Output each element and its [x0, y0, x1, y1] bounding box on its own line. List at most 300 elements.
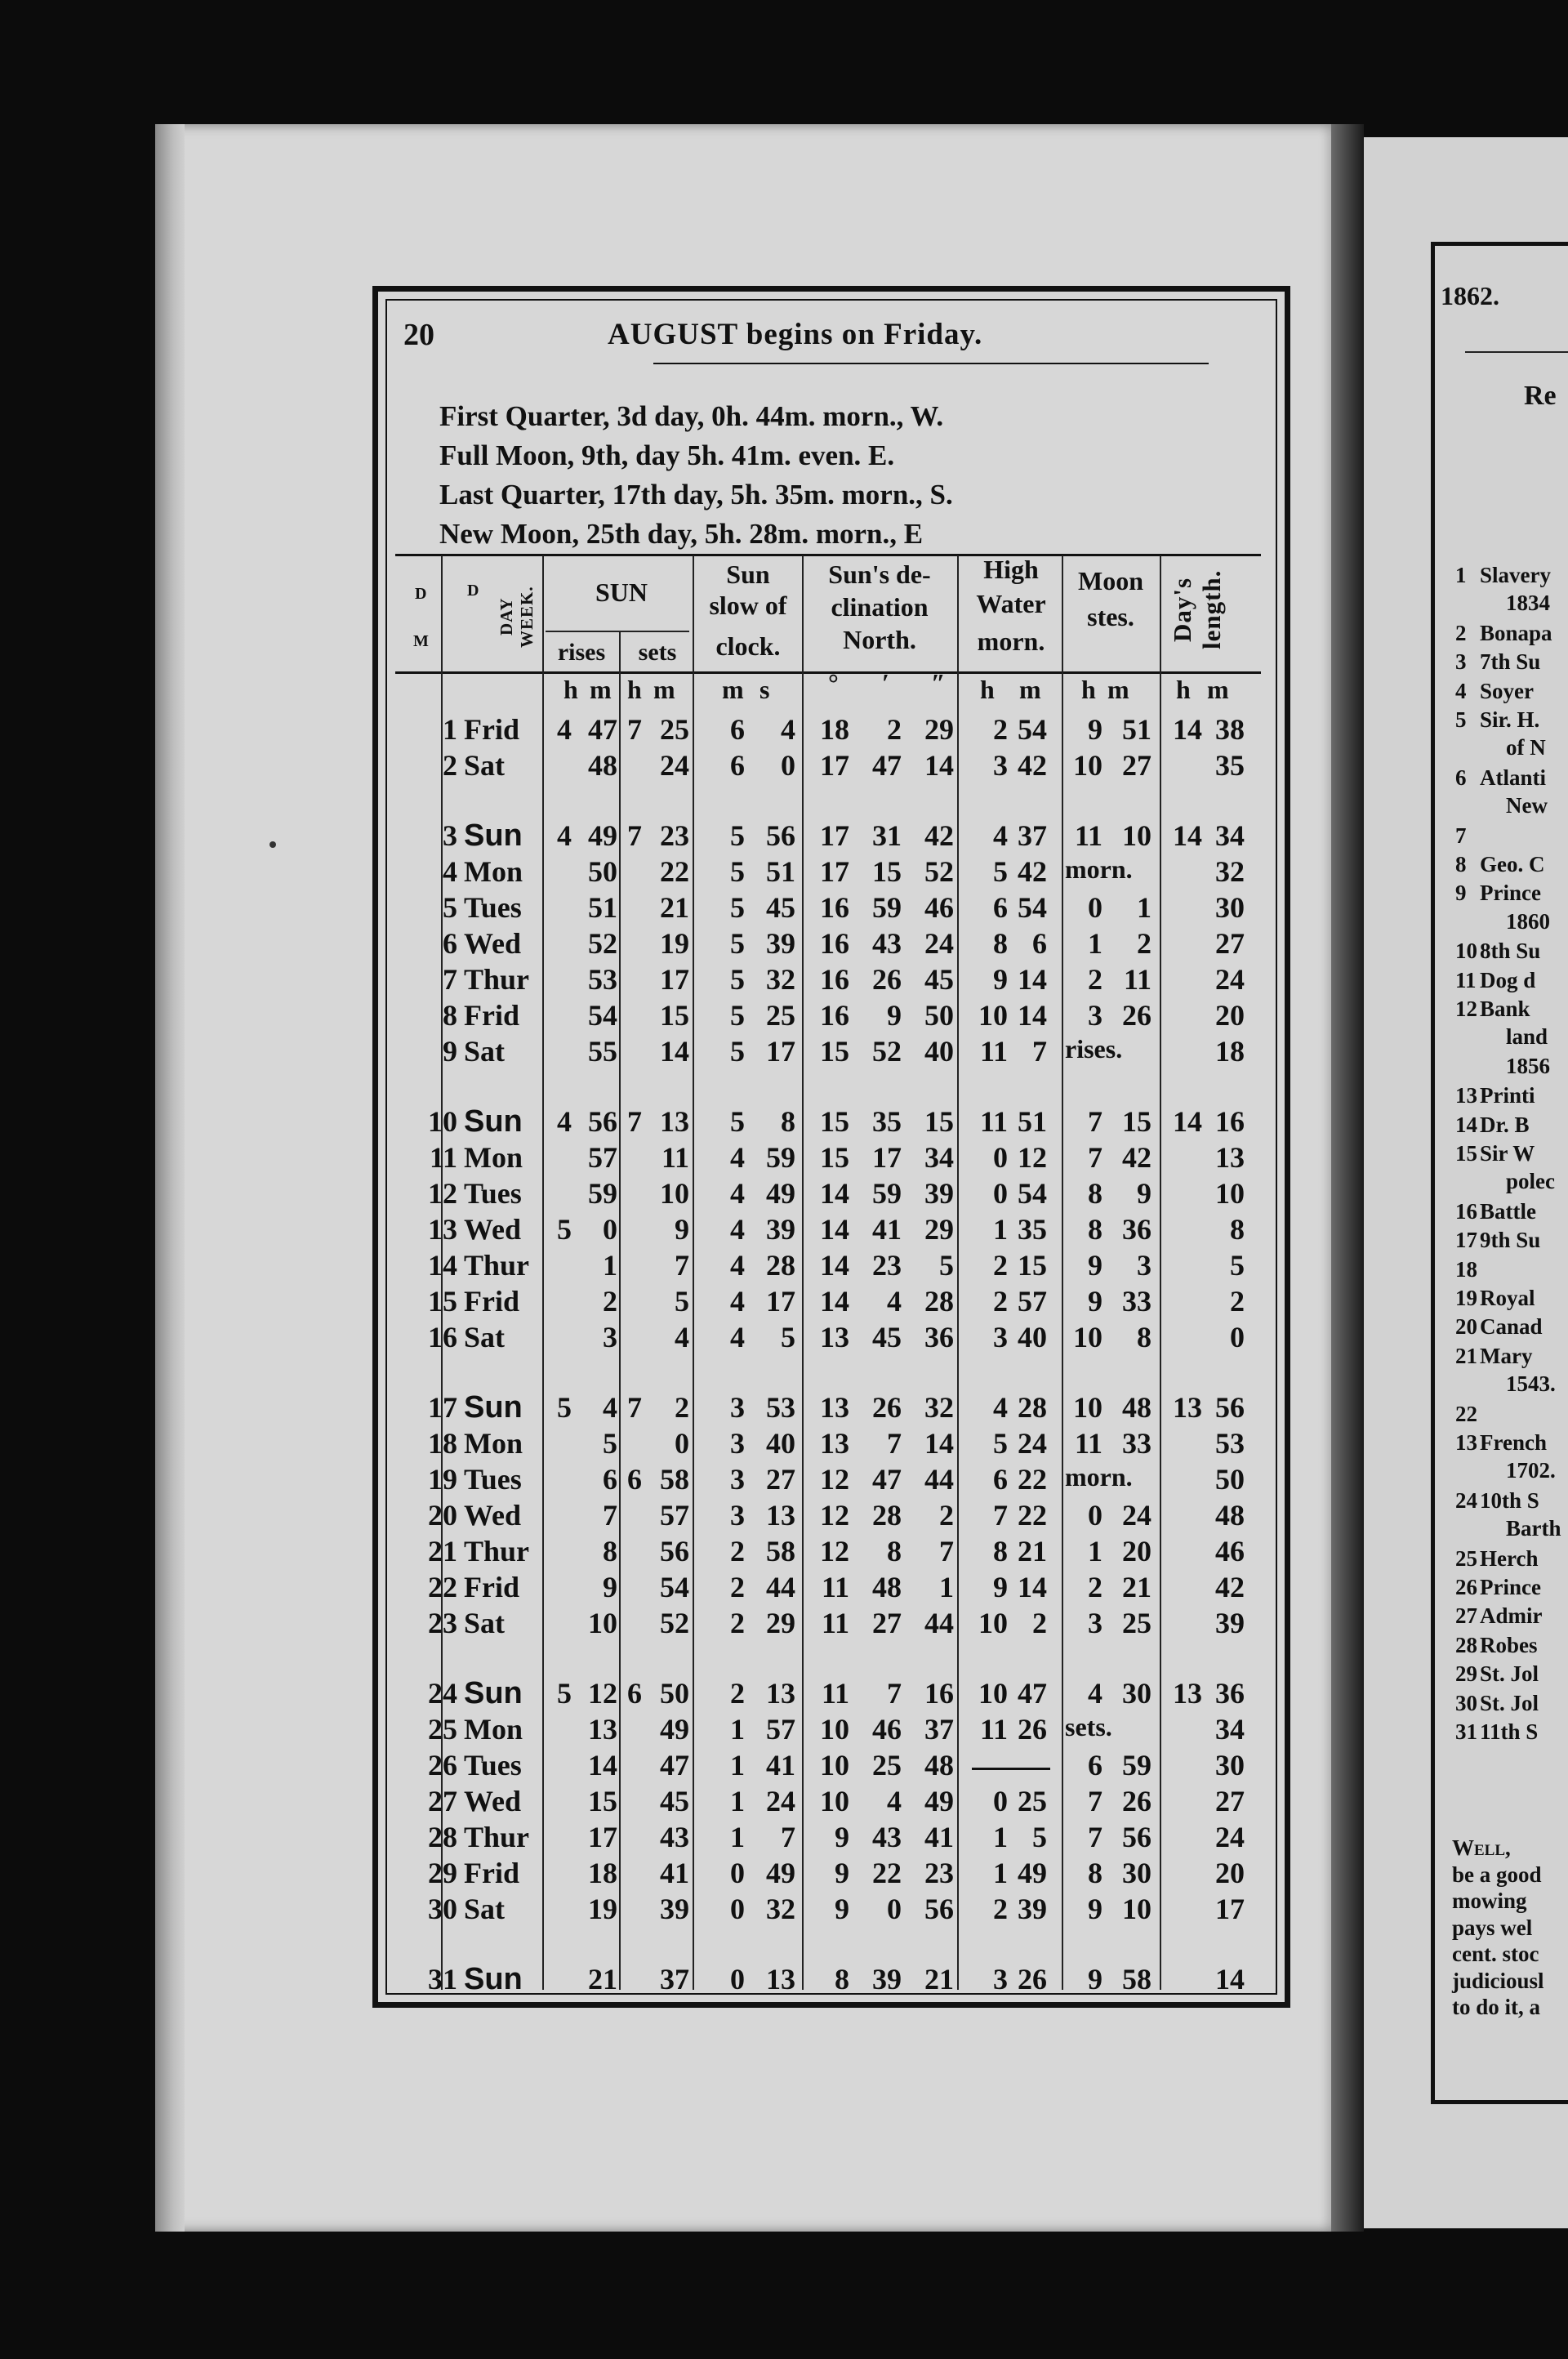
- cell-hw-min: 7: [1032, 1035, 1047, 1068]
- cell-moon-min: 48: [1122, 1391, 1152, 1424]
- cell-rise-min: 15: [588, 1785, 617, 1817]
- cell-rise-min: 1: [603, 1249, 617, 1282]
- cell-hw-hour: 3: [993, 749, 1008, 782]
- cell-moon-hour: 2: [1088, 1571, 1102, 1603]
- cell-moon-hour: 8: [1088, 1857, 1102, 1889]
- event-day: 5: [1455, 707, 1467, 732]
- cell-len-min: 24: [1215, 963, 1245, 996]
- cell-moon-hour: 2: [1088, 963, 1102, 996]
- cell-moon-min: 51: [1122, 713, 1152, 746]
- cell-moon-text: sets.: [1065, 1712, 1112, 1741]
- cell-decl-min: 26: [872, 1391, 902, 1424]
- event-day: 4: [1455, 678, 1467, 703]
- cell-hw-hour: 3: [993, 1321, 1008, 1353]
- cell-rise-min: 54: [588, 999, 617, 1032]
- cell-moon-hour: 10: [1073, 1321, 1102, 1353]
- cell-set-min: 5: [675, 1285, 689, 1318]
- cell-decl-deg: 18: [820, 713, 849, 746]
- cell-weekday: Mon: [464, 1141, 523, 1174]
- cell-slow-min: 2: [730, 1677, 745, 1710]
- cell-day: 1: [443, 713, 457, 746]
- cell-hw-hour: 4: [993, 1391, 1008, 1424]
- cell-decl-deg: 16: [820, 963, 849, 996]
- cell-decl-sec: 40: [924, 1035, 954, 1068]
- unit-rise-m: m: [590, 675, 612, 704]
- cell-moon-min: 8: [1137, 1321, 1152, 1353]
- header-dw: D: [467, 582, 479, 600]
- cell-day: 23: [428, 1607, 457, 1639]
- cell-weekday: Sat: [464, 1607, 506, 1639]
- cell-day: 12: [428, 1177, 457, 1210]
- cell-len-min: 35: [1215, 749, 1245, 782]
- cell-slow-sec: 0: [781, 749, 795, 782]
- cell-decl-deg: 11: [821, 1571, 849, 1603]
- cell-moon-hour: 9: [1088, 1249, 1102, 1282]
- cell-hw-min: 26: [1018, 1963, 1047, 1996]
- cell-hw-min: 25: [1018, 1785, 1047, 1817]
- cell-slow-sec: 5: [781, 1321, 795, 1353]
- cell-decl-deg: 14: [820, 1177, 849, 1210]
- cell-hw-min: 5: [1032, 1821, 1047, 1853]
- header-slow-2: slow of: [709, 591, 787, 620]
- cell-hw-hour: 2: [993, 1285, 1008, 1318]
- cell-day: 17: [428, 1391, 457, 1424]
- cell-decl-deg: 17: [820, 819, 849, 852]
- cell-hw-min: 51: [1018, 1105, 1047, 1138]
- cell-set-min: 54: [660, 1571, 689, 1603]
- cell-day: 27: [428, 1785, 457, 1817]
- cell-day: 16: [428, 1321, 457, 1353]
- cell-decl-deg: 9: [835, 1821, 849, 1853]
- cell-hw-hour: 8: [993, 927, 1008, 960]
- cell-set-min: 7: [675, 1249, 689, 1282]
- cell-slow-sec: 49: [766, 1177, 795, 1210]
- cell-slow-min: 3: [730, 1427, 745, 1460]
- cell-decl-min: 45: [872, 1321, 902, 1353]
- event-text: 11th S: [1480, 1719, 1539, 1744]
- cell-len-min: 27: [1215, 1785, 1245, 1817]
- event-text: Atlanti: [1480, 765, 1546, 790]
- cell-weekday: Wed: [464, 1785, 522, 1817]
- cell-slow-min: 4: [730, 1249, 745, 1282]
- cell-len-min: 0: [1230, 1321, 1245, 1353]
- event-day: 26: [1455, 1575, 1477, 1599]
- cell-moon-text: morn.: [1065, 1462, 1133, 1492]
- cell-moon-min: 56: [1122, 1821, 1152, 1853]
- moon-phases: [439, 397, 953, 554]
- header-hw-2: Water: [976, 589, 1046, 618]
- event-continuation: of N: [1506, 735, 1546, 760]
- cell-set-min: 45: [660, 1785, 689, 1817]
- cell-len-min: 5: [1230, 1249, 1245, 1282]
- cell-slow-sec: 29: [766, 1607, 795, 1639]
- cell-slow-min: 3: [730, 1391, 745, 1424]
- cell-weekday: Tues: [464, 1463, 522, 1496]
- cell-moon-min: 42: [1122, 1141, 1152, 1174]
- cell-slow-min: 0: [730, 1857, 745, 1889]
- cell-decl-deg: 13: [820, 1391, 849, 1424]
- cell-decl-sec: 45: [924, 963, 954, 996]
- cell-len-hour: 13: [1173, 1677, 1202, 1710]
- cell-slow-sec: 44: [766, 1571, 795, 1603]
- cell-decl-sec: 5: [939, 1249, 954, 1282]
- cell-rise-min: 49: [588, 819, 617, 852]
- event-text: 8th Su: [1480, 939, 1541, 964]
- cell-decl-sec: 50: [924, 999, 954, 1032]
- cell-slow-min: 3: [730, 1499, 745, 1532]
- event-text: Geo. C: [1480, 852, 1545, 876]
- unit-deg: °: [828, 668, 839, 698]
- cell-rise-hour: 5: [557, 1213, 572, 1246]
- cell-set-min: 52: [660, 1607, 689, 1639]
- cell-day: 15: [428, 1285, 457, 1318]
- cell-decl-min: 4: [887, 1785, 902, 1817]
- cell-set-hour: 7: [627, 1105, 642, 1138]
- cell-decl-min: 47: [872, 1463, 902, 1496]
- cell-day: 24: [428, 1677, 457, 1710]
- event-text: Soyer: [1480, 678, 1534, 703]
- cell-slow-sec: 58: [766, 1535, 795, 1567]
- cell-moon-min: 27: [1122, 749, 1152, 782]
- cell-slow-min: 5: [730, 1035, 745, 1068]
- cell-decl-min: 48: [872, 1571, 902, 1603]
- cell-slow-sec: 45: [766, 891, 795, 924]
- cell-moon-text: rises.: [1065, 1034, 1123, 1064]
- event-day: 15: [1455, 1141, 1477, 1166]
- cell-set-min: 50: [660, 1677, 689, 1710]
- cell-len-min: 17: [1215, 1893, 1245, 1925]
- cell-weekday: Mon: [464, 1713, 523, 1746]
- cell-weekday: Sun: [464, 818, 523, 853]
- event-item: [1455, 1603, 1543, 1629]
- cell-day: 2: [443, 749, 457, 782]
- cell-decl-sec: 34: [924, 1141, 954, 1174]
- cell-weekday: Wed: [464, 1213, 522, 1246]
- cell-decl-sec: 28: [924, 1285, 954, 1318]
- event-day: 25: [1455, 1545, 1477, 1571]
- cell-decl-sec: 32: [924, 1391, 954, 1424]
- cell-day: 25: [428, 1713, 457, 1746]
- cell-hw-min: 14: [1018, 999, 1047, 1032]
- cell-decl-deg: 8: [835, 1963, 849, 1996]
- event-text: St. Jol: [1480, 1661, 1539, 1687]
- cell-day: 21: [428, 1535, 457, 1567]
- cell-len-min: 20: [1215, 999, 1245, 1032]
- cell-slow-sec: 39: [766, 1213, 795, 1246]
- cell-day: 19: [428, 1463, 457, 1496]
- event-item: [1455, 620, 1552, 646]
- cell-decl-deg: 11: [821, 1607, 849, 1639]
- event-text: Canad: [1480, 1314, 1543, 1340]
- cell-decl-sec: 52: [924, 855, 954, 888]
- cell-decl-min: 41: [872, 1213, 902, 1246]
- cell-weekday: Tues: [464, 1177, 522, 1210]
- cell-decl-min: 8: [887, 1535, 902, 1567]
- event-text: Battle: [1480, 1198, 1536, 1224]
- cell-len-min: 38: [1215, 713, 1245, 746]
- page-number: 20: [403, 318, 434, 352]
- cell-len-min: 48: [1215, 1499, 1245, 1532]
- cell-rise-min: 59: [588, 1177, 617, 1210]
- event-day: 9: [1455, 881, 1467, 906]
- cell-slow-min: 2: [730, 1607, 745, 1639]
- cell-set-min: 57: [660, 1499, 689, 1532]
- header-sun-rule: [546, 631, 689, 632]
- cell-hw-hour: 10: [978, 1607, 1008, 1639]
- cell-len-min: 34: [1215, 819, 1245, 852]
- paragraph-line: be a good: [1452, 1862, 1542, 1887]
- event-text: 9th Su: [1480, 1228, 1541, 1253]
- cell-moon-min: 21: [1122, 1571, 1152, 1603]
- cell-len-min: 24: [1215, 1821, 1245, 1853]
- cell-set-hour: 7: [627, 1391, 642, 1424]
- cell-hw-min: 54: [1018, 713, 1047, 746]
- cell-set-min: 41: [660, 1857, 689, 1889]
- cell-len-min: 50: [1215, 1463, 1245, 1496]
- cell-moon-hour: 7: [1088, 1785, 1102, 1817]
- cell-len-hour: 13: [1173, 1391, 1202, 1424]
- cell-set-min: 24: [660, 749, 689, 782]
- cell-decl-min: 4: [887, 1285, 902, 1318]
- event-text: Bank: [1480, 997, 1530, 1021]
- event-text: 7th Su: [1480, 649, 1541, 675]
- cell-weekday: Sun: [464, 1390, 523, 1425]
- unit-slow-s: s: [760, 675, 770, 704]
- cell-slow-sec: 7: [781, 1821, 795, 1853]
- cell-decl-min: 17: [872, 1141, 902, 1174]
- event-continuation: land: [1506, 1024, 1548, 1050]
- cell-rise-min: 12: [588, 1677, 617, 1710]
- cell-slow-min: 3: [730, 1463, 745, 1496]
- cell-slow-sec: 13: [766, 1677, 795, 1710]
- event-day: 6: [1455, 765, 1467, 790]
- cell-decl-sec: 56: [924, 1893, 954, 1925]
- cell-moon-hour: 8: [1088, 1177, 1102, 1210]
- paragraph-first-word: Well,: [1452, 1835, 1511, 1860]
- cell-slow-min: 5: [730, 819, 745, 852]
- cell-decl-sec: 14: [924, 749, 954, 782]
- cell-slow-sec: 41: [766, 1749, 795, 1782]
- cell-moon-hour: 11: [1074, 819, 1102, 852]
- cell-rise-min: 17: [588, 1821, 617, 1853]
- event-continuation: 1543.: [1506, 1371, 1556, 1397]
- cell-hw-hour: 1: [993, 1213, 1008, 1246]
- cell-weekday: Tues: [464, 1749, 522, 1782]
- cell-moon-min: 26: [1122, 999, 1152, 1032]
- cell-day: 11: [429, 1141, 457, 1174]
- cell-hw-min: 2: [1032, 1607, 1047, 1639]
- cell-len-min: 32: [1215, 855, 1245, 888]
- cell-slow-sec: 25: [766, 999, 795, 1032]
- paragraph-lines: [1452, 1862, 1544, 2021]
- cell-set-hour: 6: [627, 1677, 642, 1710]
- cell-slow-sec: 51: [766, 855, 795, 888]
- cell-weekday: Sat: [464, 1893, 506, 1925]
- cell-hw-hour: 11: [979, 1035, 1008, 1068]
- cell-hw-min: 47: [1018, 1677, 1047, 1710]
- cell-decl-sec: 21: [924, 1963, 954, 1996]
- cell-hw-hour: 9: [993, 963, 1008, 996]
- event-text: Bonapa: [1480, 620, 1552, 645]
- event-text: Printi: [1480, 1083, 1535, 1108]
- cell-slow-sec: 32: [766, 963, 795, 996]
- cell-decl-min: 47: [872, 749, 902, 782]
- cell-hw-min: 12: [1018, 1141, 1047, 1174]
- cell-day: 22: [428, 1571, 457, 1603]
- event-day: 30: [1455, 1690, 1477, 1715]
- cell-len-min: 8: [1230, 1213, 1245, 1246]
- event-item: [1455, 649, 1540, 675]
- phases-rule: [395, 554, 1261, 556]
- cell-decl-deg: 10: [820, 1785, 849, 1817]
- cell-set-min: 15: [660, 999, 689, 1032]
- cell-moon-hour: 10: [1073, 1391, 1102, 1424]
- event-item: [1455, 1719, 1538, 1745]
- cell-decl-sec: 29: [924, 713, 954, 746]
- cell-decl-deg: 10: [820, 1713, 849, 1746]
- cell-hw-hour: 2: [993, 1249, 1008, 1282]
- header-dm-d: D: [415, 585, 427, 603]
- event-text: Prince: [1480, 1575, 1541, 1599]
- cell-hw-min: 57: [1018, 1285, 1047, 1318]
- cell-hw-min: 22: [1018, 1499, 1047, 1532]
- cell-set-min: 0: [675, 1427, 689, 1460]
- cell-weekday: Mon: [464, 855, 523, 888]
- cell-weekday: Sat: [464, 749, 506, 782]
- cell-weekday: Mon: [464, 1427, 523, 1460]
- cell-slow-min: 5: [730, 963, 745, 996]
- cell-decl-sec: 44: [924, 1463, 954, 1496]
- cell-set-min: 9: [675, 1213, 689, 1246]
- event-text: Robes: [1480, 1632, 1538, 1657]
- event-item: [1455, 562, 1551, 588]
- cell-slow-sec: 27: [766, 1463, 795, 1496]
- cell-slow-sec: 49: [766, 1857, 795, 1889]
- cell-rise-hour: 4: [557, 713, 572, 746]
- cell-rise-min: 48: [588, 749, 617, 782]
- header-moon-1: Moon: [1078, 566, 1143, 595]
- cell-weekday: Sat: [464, 1035, 506, 1068]
- event-text: Slavery: [1480, 563, 1551, 587]
- event-item: [1455, 851, 1544, 877]
- cell-slow-min: 1: [730, 1821, 745, 1853]
- cell-set-min: 13: [660, 1105, 689, 1138]
- cell-day: 8: [443, 999, 457, 1032]
- event-item: [1455, 678, 1534, 704]
- event-item: [1455, 707, 1539, 733]
- cell-rise-min: 2: [603, 1285, 617, 1318]
- cell-weekday: Tues: [464, 891, 522, 924]
- cell-slow-min: 5: [730, 1105, 745, 1138]
- event-item: [1455, 765, 1546, 791]
- event-item: [1455, 1661, 1539, 1687]
- cell-moon-min: 10: [1122, 1893, 1152, 1925]
- cell-moon-min: 30: [1122, 1677, 1152, 1710]
- event-day: 11: [1455, 967, 1477, 992]
- cell-hw-min: 40: [1018, 1321, 1047, 1353]
- event-text: Royal: [1480, 1286, 1535, 1310]
- event-day: 31: [1455, 1719, 1477, 1744]
- event-item: [1455, 1429, 1547, 1456]
- cell-decl-min: 43: [872, 927, 902, 960]
- cell-slow-min: 4: [730, 1177, 745, 1210]
- event-item: [1455, 1112, 1530, 1138]
- cell-set-min: 49: [660, 1713, 689, 1746]
- cell-slow-min: 5: [730, 855, 745, 888]
- cell-rise-min: 52: [588, 927, 617, 960]
- cell-decl-min: 52: [872, 1035, 902, 1068]
- event-continuation: 1702.: [1506, 1458, 1556, 1483]
- event-item: [1455, 1313, 1543, 1340]
- cell-set-min: 58: [660, 1463, 689, 1496]
- cell-set-min: 14: [660, 1035, 689, 1068]
- cell-rise-min: 21: [588, 1963, 617, 1996]
- cell-hw-min: 21: [1018, 1535, 1047, 1567]
- cell-decl-deg: 17: [820, 855, 849, 888]
- event-day: 24: [1455, 1487, 1477, 1513]
- cell-slow-min: 2: [730, 1571, 745, 1603]
- header-sun: SUN: [595, 577, 648, 607]
- cell-hw-hour: 11: [979, 1713, 1008, 1746]
- cell-decl-min: 7: [887, 1677, 902, 1710]
- cell-decl-deg: 10: [820, 1749, 849, 1782]
- event-day: 3: [1455, 649, 1467, 675]
- cell-moon-min: 25: [1122, 1607, 1152, 1639]
- cell-len-min: 30: [1215, 891, 1245, 924]
- cell-decl-deg: 15: [820, 1105, 849, 1138]
- cell-decl-deg: 13: [820, 1427, 849, 1460]
- cell-set-min: 43: [660, 1821, 689, 1853]
- cell-slow-sec: 32: [766, 1893, 795, 1925]
- cell-hw-min: 42: [1018, 855, 1047, 888]
- cell-slow-sec: 39: [766, 927, 795, 960]
- cell-len-min: 30: [1215, 1749, 1245, 1782]
- cell-slow-sec: 56: [766, 819, 795, 852]
- cell-slow-min: 5: [730, 927, 745, 960]
- event-day: 21: [1455, 1343, 1477, 1368]
- cell-set-min: 47: [660, 1749, 689, 1782]
- unit-hw-m: m: [1019, 675, 1041, 704]
- cell-decl-sec: 7: [939, 1535, 954, 1567]
- unit-min: ′: [882, 668, 889, 698]
- event-day: 18: [1455, 1256, 1477, 1282]
- cell-len-min: 16: [1215, 1105, 1245, 1138]
- cell-rise-min: 13: [588, 1713, 617, 1746]
- cell-moon-hour: 0: [1088, 891, 1102, 924]
- cell-hw-hour: 7: [993, 1499, 1008, 1532]
- unit-moon-m: m: [1107, 675, 1129, 704]
- cell-slow-sec: 24: [766, 1785, 795, 1817]
- cell-hw-hour: 1: [993, 1821, 1008, 1853]
- col-rule: [1160, 555, 1161, 1990]
- cell-moon-hour: 8: [1088, 1213, 1102, 1246]
- cell-decl-sec: 14: [924, 1427, 954, 1460]
- cell-decl-deg: 11: [821, 1677, 849, 1710]
- paragraph-line: pays wel: [1452, 1915, 1533, 1940]
- cell-moon-text: morn.: [1065, 854, 1133, 884]
- event-text: St. Jol: [1480, 1690, 1539, 1715]
- cell-slow-sec: 8: [781, 1105, 795, 1138]
- event-text: Dog d: [1480, 967, 1536, 992]
- cell-set-min: 4: [675, 1321, 689, 1353]
- cell-decl-sec: 44: [924, 1607, 954, 1639]
- event-text: Admir: [1480, 1603, 1543, 1629]
- cell-day: 4: [443, 855, 457, 888]
- phase-first-quarter: First Quarter, 3d day, 0h. 44m. morn., W.: [439, 400, 944, 432]
- cell-set-min: 19: [660, 927, 689, 960]
- cell-decl-deg: 12: [820, 1535, 849, 1567]
- cell-decl-deg: 17: [820, 749, 849, 782]
